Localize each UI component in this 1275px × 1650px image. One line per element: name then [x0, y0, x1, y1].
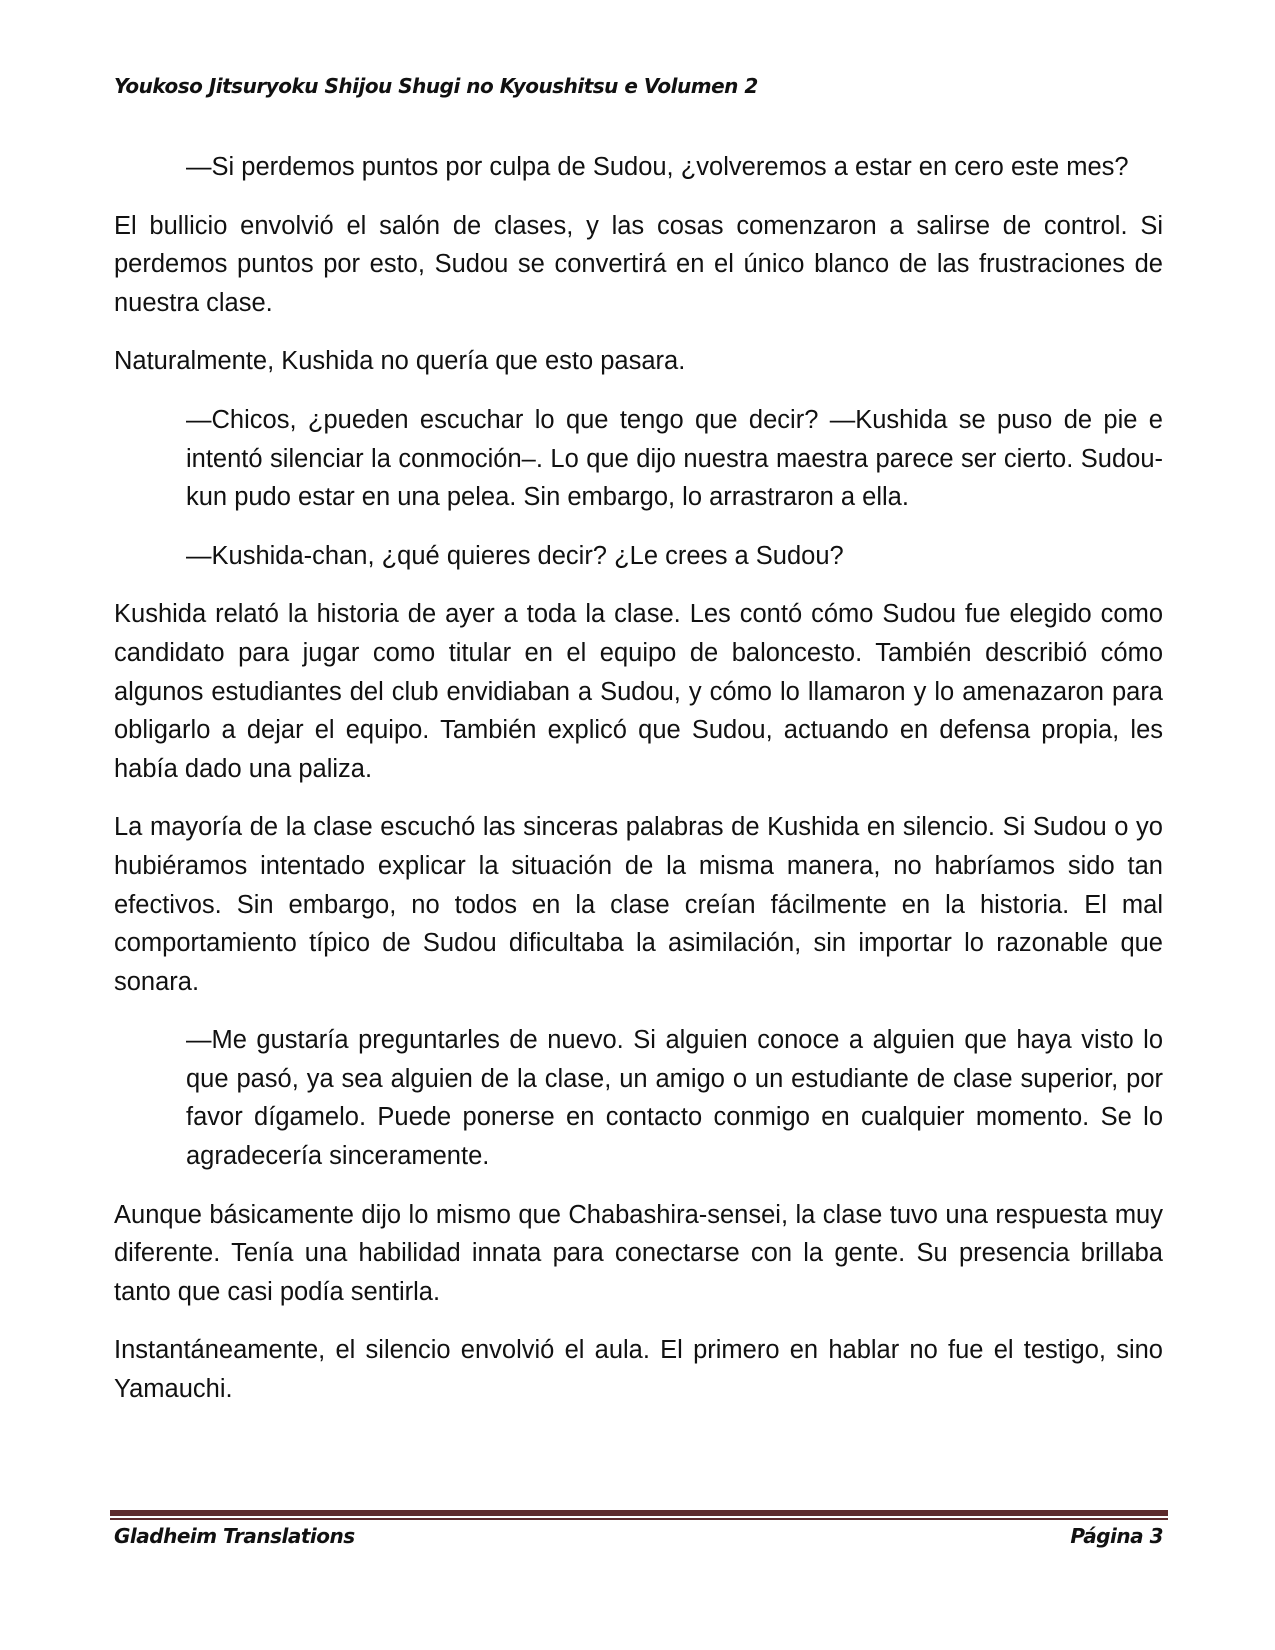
paragraph-dialogue: —Me gustaría preguntarles de nuevo. Si alguien conoce a alguien que haya visto lo que pasó, ya sea alguien de la clase, un amigo o un estudiante de clase superior, por favor dígamelo. Puede ponerse en contacto conmigo en cualquier momento. Se lo agradecería sinceramente. — [186, 1026, 1163, 1171]
divider-thick-line — [110, 1510, 1168, 1516]
running-header: Youkoso Jitsuryoku Shijou Shugi no Kyoushitsu e Volumen 2 — [114, 74, 758, 98]
paragraph: El bullicio envolvió el salón de clases, y las cosas comenzaron a salirse de control. Si perdemos puntos por esto, Sudou se convertirá en el único blanco de las frustraciones de nuestra clase. — [114, 211, 1163, 317]
paragraph: La mayoría de la clase escuchó las sinceras palabras de Kushida en silencio. Si Sudou o yo hubiéramos intentado explicar la situación de la misma manera, no habríamos sido tan efectivos. Sin embargo, no todos en la clase creían fácilmente en la historia. El mal comportamiento típico de Sudou dificultaba la asimilación, sin importar lo razonable que sonara. — [114, 813, 1163, 996]
divider-thin-line — [110, 1518, 1168, 1520]
running-footer — [114, 1524, 1163, 1548]
paragraph: Kushida relató la historia de ayer a toda la clase. Les contó cómo Sudou fue elegido como candidato para jugar como titular en el equipo de baloncesto. También describió cómo algunos estudiantes del club envidiaban a Sudou, y cómo lo llamaron y lo amenazaron para obligarlo a dejar el equipo. También explicó que Sudou, actuando en defensa propia, les había dado una paliza. — [114, 600, 1163, 783]
paragraph-dialogue: —Si perdemos puntos por culpa de Sudou, ¿volveremos a estar en cero este mes? — [186, 153, 1129, 181]
paragraph: Instantáneamente, el silencio envolvió el aula. El primero en hablar no fue el testigo, sino Yamauchi. — [114, 1336, 1163, 1404]
paragraph-dialogue: —Kushida-chan, ¿qué quieres decir? ¿Le crees a Sudou? — [186, 541, 844, 570]
paragraph: Aunque básicamente dijo lo mismo que Chabashira-sensei, la clase tuvo una respuesta muy diferente. Tenía una habilidad innata para conectarse con la gente. Su presencia brillaba tanto que casi podía sentirla. — [114, 1200, 1163, 1306]
page-number: Página 3 — [1070, 1524, 1163, 1548]
page-body — [114, 148, 1163, 1429]
footer-divider — [110, 1510, 1168, 1520]
paragraph: Naturalmente, Kushida no quería que esto pasara. — [114, 347, 686, 376]
paragraph-dialogue: —Chicos, ¿pueden escuchar lo que tengo que decir? —Kushida se puso de pie e intentó silenciar la conmoción–. Lo que dijo nuestra maestra parece ser cierto. Sudou-kun pudo estar en una pelea. Sin embargo, lo arrastraron a ella. — [186, 405, 1163, 512]
footer-translator: Gladheim Translations — [114, 1524, 355, 1548]
